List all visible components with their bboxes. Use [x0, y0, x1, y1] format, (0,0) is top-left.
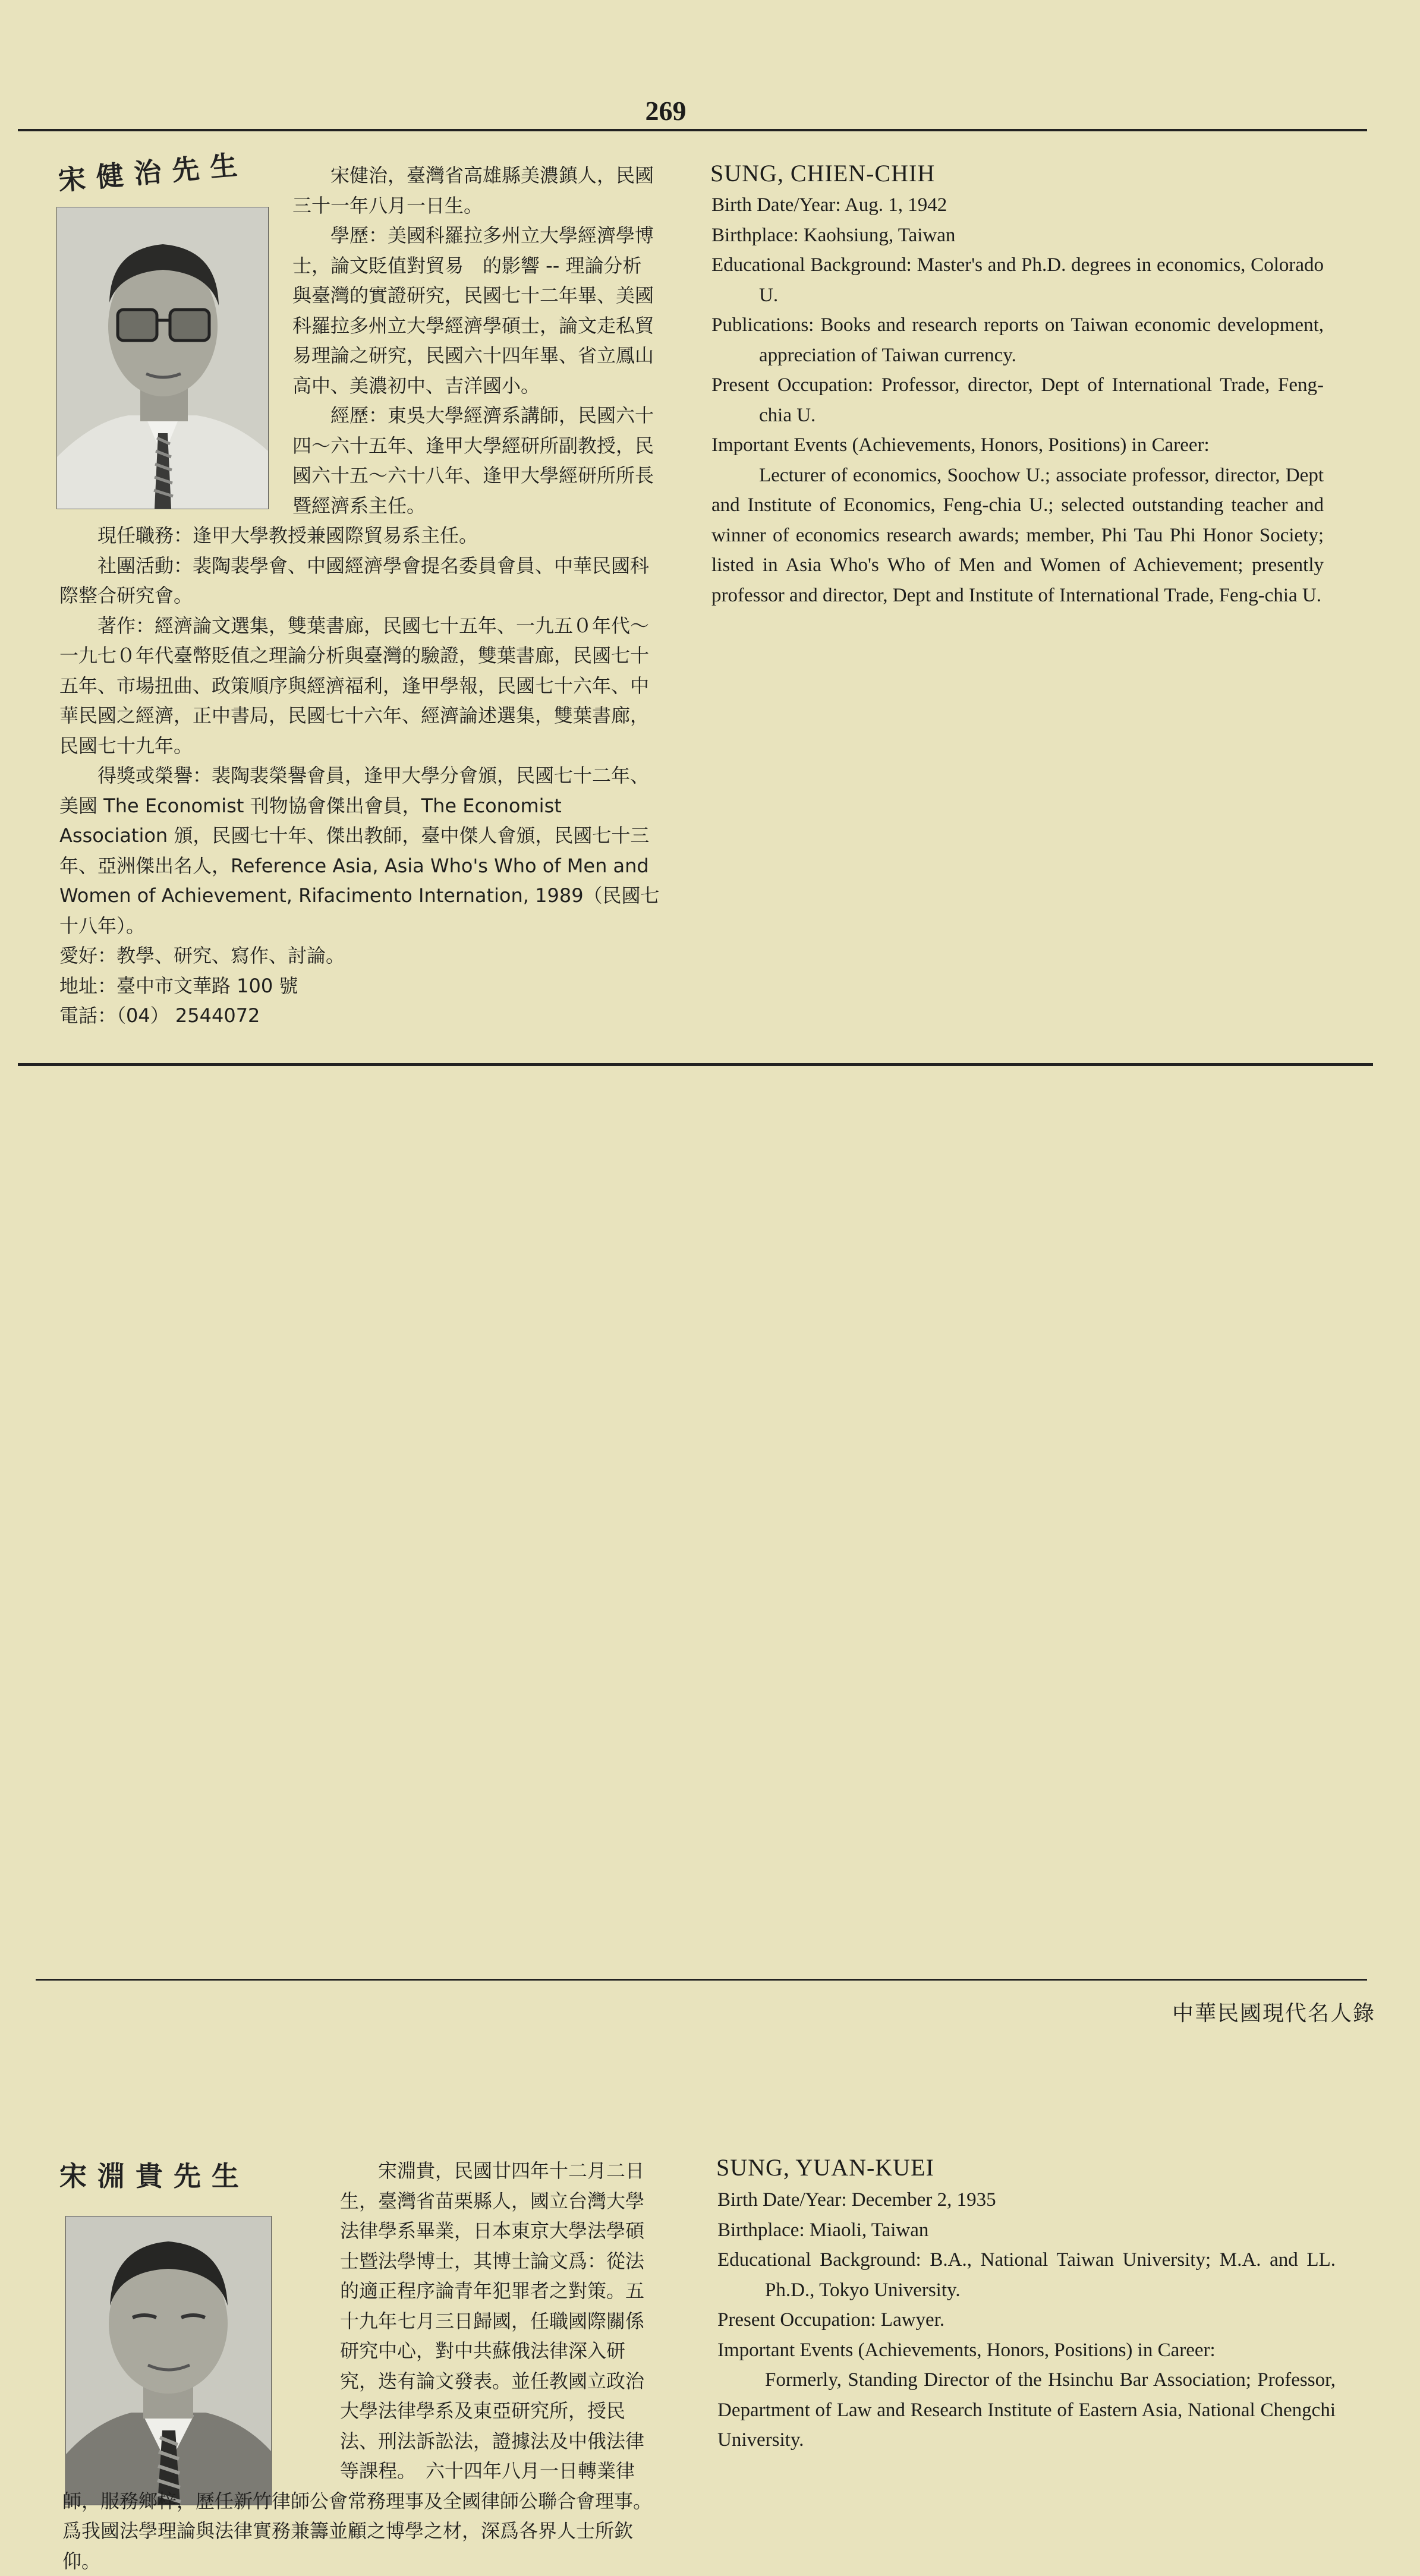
biography-entry-sung-chien-chih	[0, 0, 1420, 1063]
phone-line: 電話：（04） 2544072	[59, 1004, 260, 1027]
education-field: Educational Background: Master's and Ph.D. degrees in economics, Colorado U.	[711, 254, 1324, 306]
occupation-field: Present Occupation: Lawyer.	[717, 2309, 945, 2331]
english-name-heading: SUNG, CHIEN-CHIH	[710, 160, 936, 187]
chinese-biography	[59, 160, 660, 1031]
english-name-heading: SUNG, YUAN-KUEI	[716, 2154, 934, 2181]
page-number: 269	[645, 96, 687, 126]
career-heading: Important Events (Achievements, Honors, Positions) in Career:	[711, 434, 1210, 456]
hobbies-line: 愛好：教學、研究、寫作、討論。	[59, 944, 345, 967]
occupation-field: Present Occupation: Professor, director, Dept of International Trade, Feng-chia U.	[711, 374, 1324, 426]
bio-paragraph: 著作：經濟論文選集，雙葉書廊，民國七十五年、一九五０年代～一九七０年代臺幣貶值之理論分析與臺灣的驗證，雙葉書廊，民國七十五年、市場扭曲、政策順序與經濟福利，逢甲學報，民國七十六年、中華民國之經濟，正中書局，民國七十六年、經濟論述選集，雙葉書廊，民國七十九年。	[59, 614, 650, 757]
career-heading: Important Events (Achievements, Honors, Positions) in Career:	[717, 2339, 1216, 2361]
education-field: Educational Background: B.A., National Taiwan University; M.A. and LL. Ph.D., Tokyo University.	[717, 2249, 1336, 2301]
career-paragraph: Lecturer of economics, Soochow U.; associate professor, director, Dept and Institute of Economics, Feng-chia U.; selected outstanding teacher and winner of economics research awards; member, Phi Tau Phi Honor Society; listed in Asia Who's Who of Men and Women of Achievement; presently professor and director, Dept and Institute of International Trade, Feng-chia U.	[711, 464, 1324, 606]
publications-field: Publications: Books and research reports on Taiwan economic development, appreciation of Taiwan currency.	[711, 314, 1324, 366]
birth-date-field: Birth Date/Year: Aug. 1, 1942	[711, 194, 947, 216]
bio-paragraph: 宋淵貴，民國廿四年十二月二日生，臺灣省苗栗縣人，國立台灣大學法律學系畢業，日本東京大學法學碩士暨法學博士，其博士論文爲：從法的適正程序論青年犯罪者之對策。五十九年七月三日歸國，任職國際關係研究中心，對中共蘇俄法律深入研究，迭有論文發表。並任教國立政治大學法律學系及東亞研究所，授民法、刑法訴訟法，證據法及中俄法律等課程。 六十四年八月一日轉業律師，服務鄉梓，歷任新竹律師公會常務理事及全國律師公聯合會理事。爲我國法學理論與法律實務兼籌並顧之博學之材，深爲各界人士所欽仰。	[62, 2159, 653, 2572]
chinese-name-heading: 宋淵貴先生	[59, 2160, 250, 2192]
bio-paragraph: 宋健治，臺灣省高雄縣美濃鎮人，民國三十一年八月一日生。	[292, 164, 654, 217]
book-title-footer: 中華民國現代名人錄	[1172, 2001, 1375, 2026]
chinese-name-heading: 宋健治先生	[56, 148, 250, 197]
birthplace-field: Birthplace: Miaoli, Taiwan	[717, 2219, 929, 2241]
bio-paragraph: 學歷：美國科羅拉多州立大學經濟學博士，論文貶值對貿易 的影響 -- 理論分析與臺灣的實證研究，民國七十二年畢、美國科羅拉多州立大學經濟學碩士，論文走私貿易理論之研究，民國六十四年畢、省立鳳山高中、美濃初中、吉洋國小。	[292, 224, 654, 397]
birthplace-field: Birthplace: Kaohsiung, Taiwan	[711, 224, 956, 246]
english-biography	[711, 190, 1324, 610]
english-biography	[717, 2185, 1336, 2455]
birth-date-field: Birth Date/Year: December 2, 1935	[717, 2189, 996, 2211]
bottom-rule	[36, 1979, 1367, 1981]
bio-paragraph: 現任職務：逢甲大學教授兼國際貿易系主任。	[97, 524, 478, 547]
address-line: 地址：臺中市文華路 100 號	[59, 974, 298, 997]
bio-paragraph: 得獎或榮譽：裴陶裴榮譽會員，逢甲大學分會頒，民國七十二年、美國 The Economist 刊物協會傑出會員，The Economist Association 頒，民國七十年、傑出教師，臺中傑人會頒，民國七十三年、亞洲傑出名人，Reference Asia, Asia Who's Who of Men and Women of Achievement, Rifacimento Internation, 1989（民國七十八年）。	[59, 764, 660, 937]
bio-paragraph: 經歷：東吳大學經濟系講師，民國六十四～六十五年、逢甲大學經研所副教授，民國六十五～六十八年、逢甲大學經研所所長暨經濟系主任。	[292, 404, 654, 517]
career-paragraph: Formerly, Standing Director of the Hsinchu Bar Association; Professor, Department of Law and Research Institute of Eastern Asia, National Chengchi University.	[717, 2369, 1336, 2451]
chinese-biography	[62, 2156, 663, 2576]
bio-paragraph: 社團活動：裴陶裴學會、中國經濟學會提名委員會員、中華民國科際整合研究會。	[59, 554, 650, 607]
